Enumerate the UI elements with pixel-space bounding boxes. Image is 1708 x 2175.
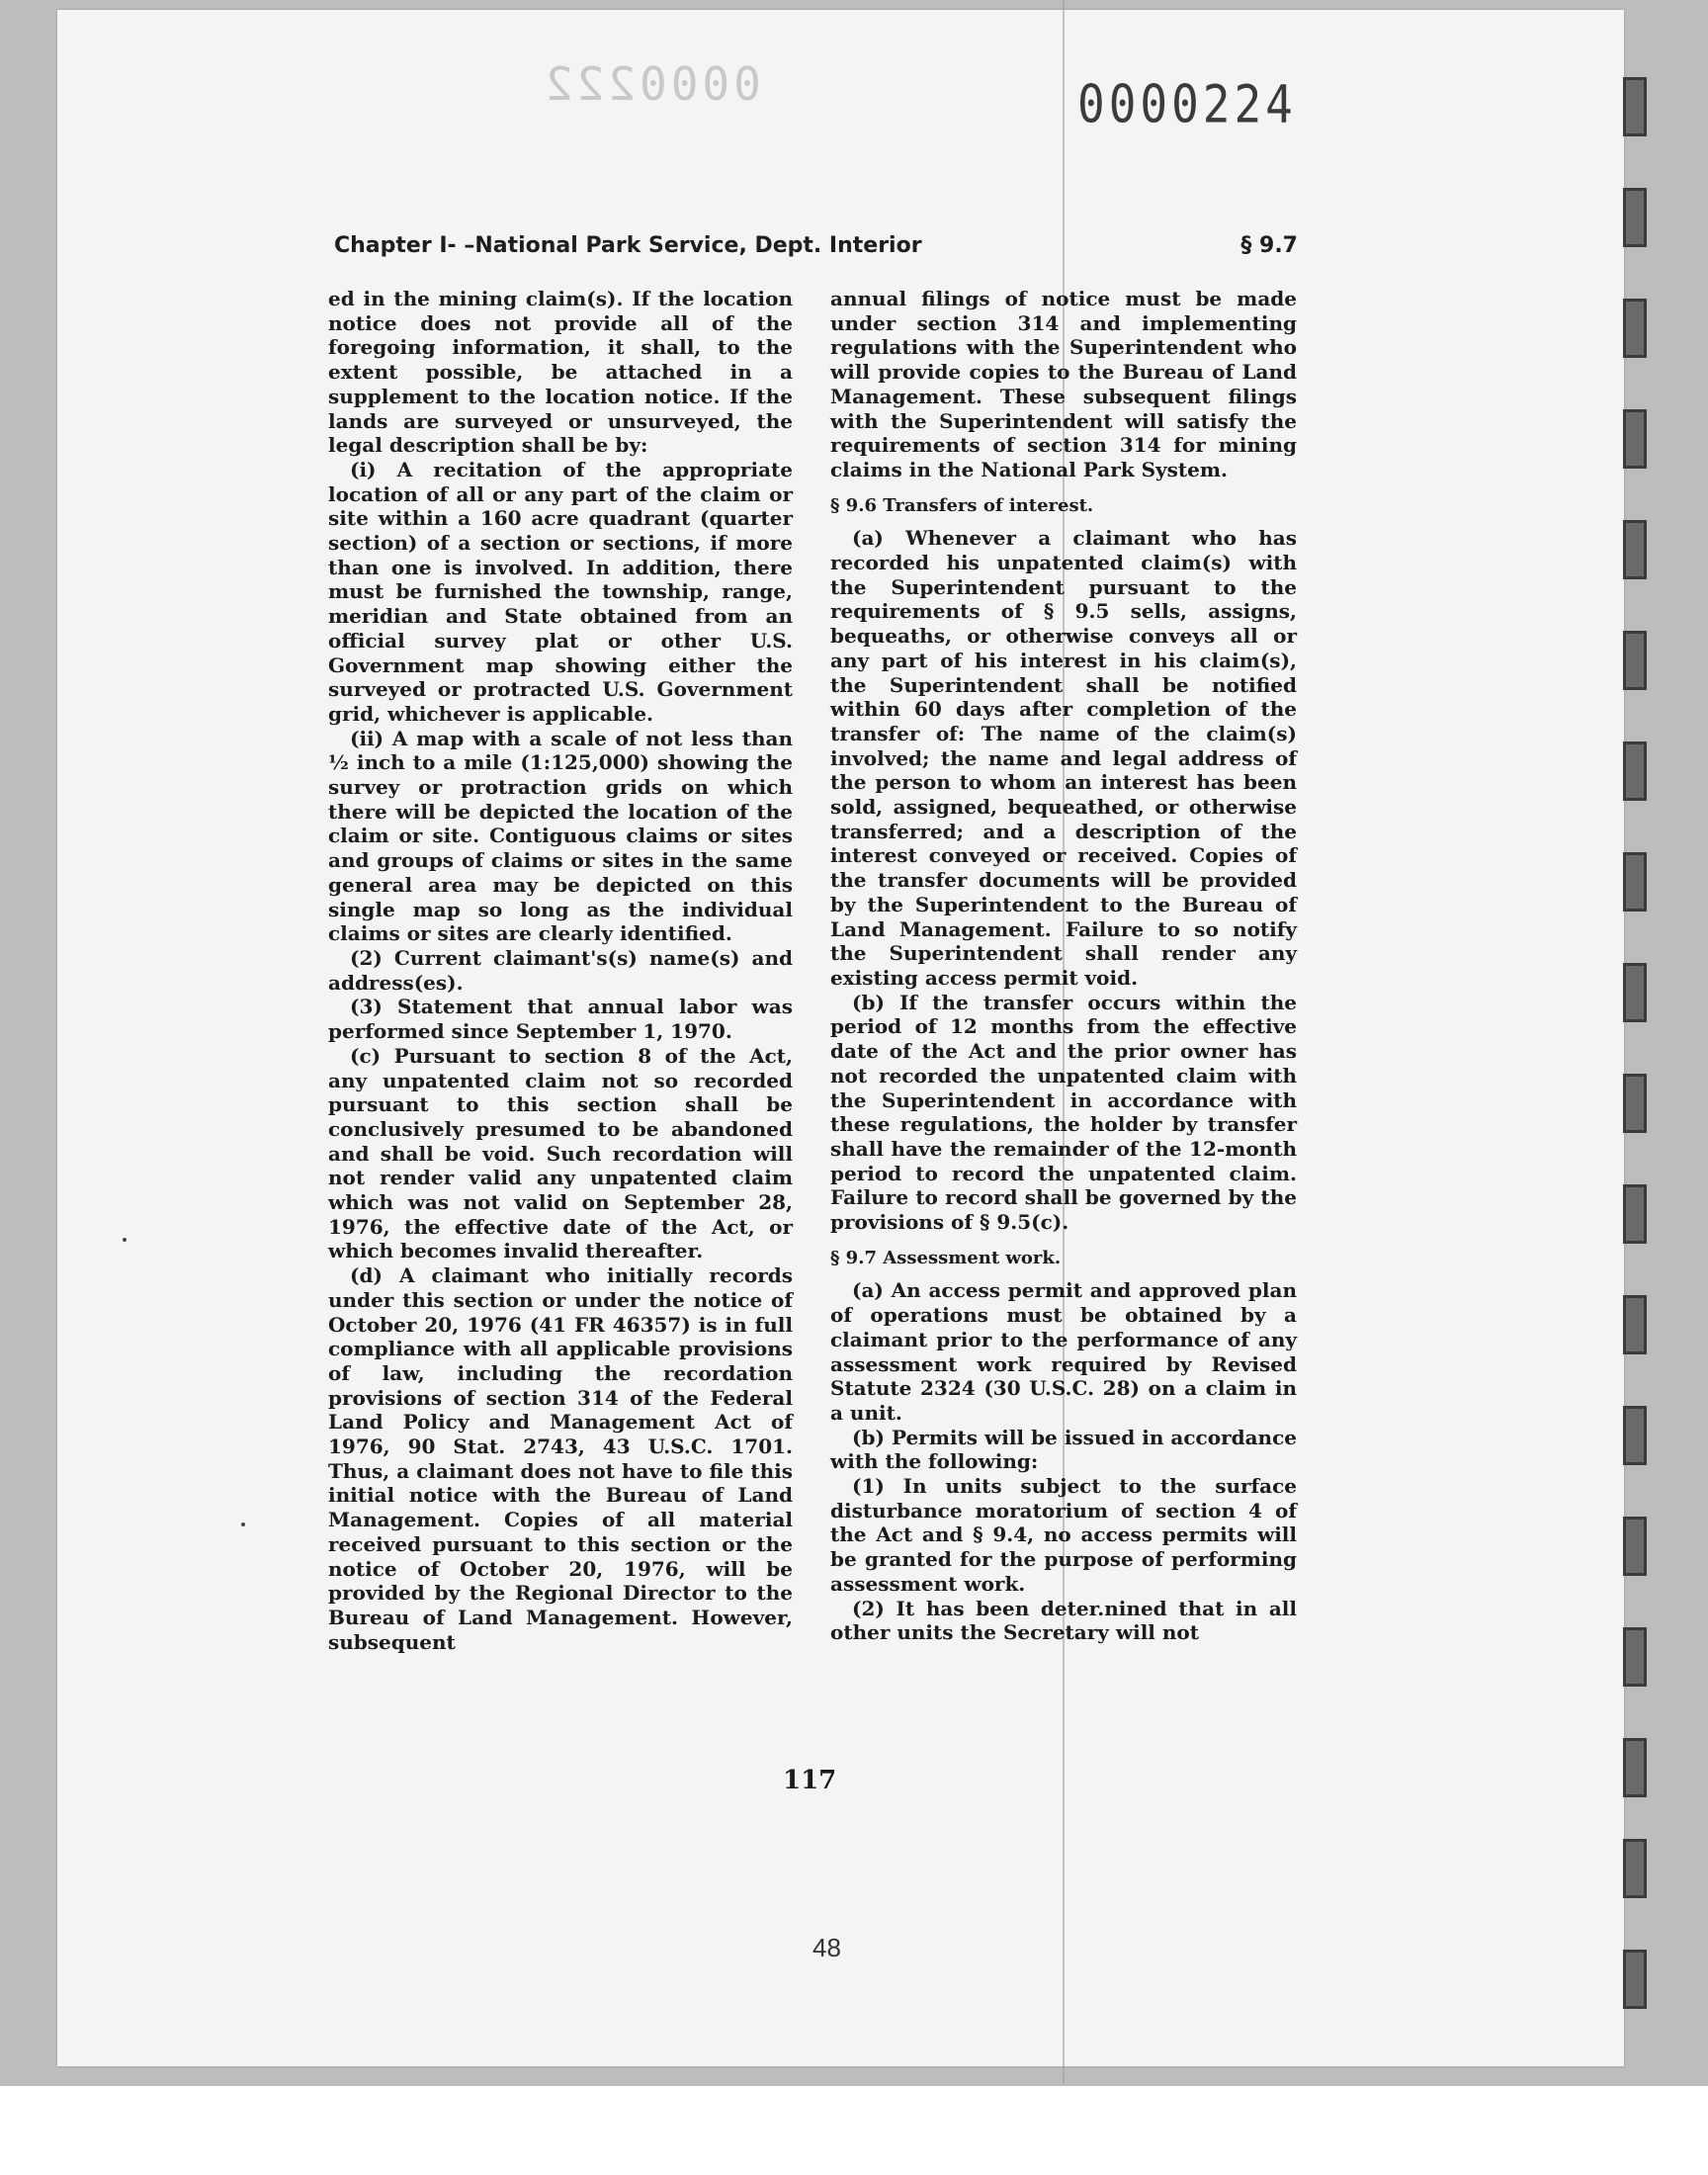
binder-hole [1623, 77, 1647, 136]
scanner-background [0, 2086, 1708, 2175]
right-column [830, 287, 1297, 1645]
paragraph: (2) Current claimant's(s) name(s) and address(es). [328, 945, 793, 995]
paragraph: (3) Statement that annual labor was performed since September 1, 1970. [328, 995, 793, 1044]
left-column [328, 287, 793, 1654]
binder-hole [1623, 1627, 1647, 1687]
binder-hole [1623, 963, 1647, 1022]
paragraph: (2) It has been deter.nined that in all other units the Secretary will not [830, 1596, 1297, 1645]
running-head-chapter: Chapter I- –National Park Service, Dept. Interior [334, 233, 922, 258]
section-title: Assessment work. [883, 1247, 1062, 1268]
binder-hole [1623, 1406, 1647, 1465]
scan-speck [123, 1238, 127, 1242]
scan-speck [241, 1522, 245, 1526]
paragraph: (a) An access permit and approved plan of operations must be obtained by a claimant prior to the performance of any assessment work required by Revised Statute 2324 (30 U.S.C. 28) on a claim in a unit. [830, 1278, 1297, 1425]
binder-hole [1623, 1950, 1647, 2009]
binder-hole [1623, 1295, 1647, 1354]
bleed-through-stamp: 0000222 [542, 57, 761, 111]
footer-number: 48 [812, 1933, 841, 1962]
binder-hole [1623, 852, 1647, 912]
binder-hole [1623, 741, 1647, 801]
paragraph: (b) If the transfer occurs within the period of 12 months from the effective date of the Act and the prior owner has not recorded the unpatented claim with the Superintendent in accordance with these regulations, the holder by transfer shall have the remainder of the 12-month period to record the unpatented claim. Failure to record shall be governed by the provisions of § 9.5(c). [830, 990, 1297, 1235]
paragraph: annual filings of notice must be made under section 314 and implementing regulations with the Superintendent who will provide copies to the Bureau of Land Management. These subsequent filings with the Superintendent will satisfy the requirements of section 314 for mining claims in the National Park System. [830, 287, 1297, 481]
section-number: § 9.6 [830, 494, 877, 516]
paragraph: (a) Whenever a claimant who has recorded his unpatented claim(s) with the Superintendent pursuant to the requirements of § 9.5 sells, assigns, bequeaths, or otherwise conveys all or any part of his interest in his claim(s), the Superintendent shall be notified within 60 days after completion of the transfer of: The name of the claim(s) involved; the name and legal address of the person to whom an interest has been sold, assigned, bequeathed, or otherwise transferred; and a description of the interest conveyed or received. Copies of the transfer documents will be provided by the Superintendent to the Bureau of Land Management. Failure to so notify the Superintendent shall render any existing access permit void. [830, 526, 1297, 990]
bates-stamp: 0000224 [1077, 72, 1297, 135]
binder-hole [1623, 631, 1647, 690]
binder-hole [1623, 188, 1647, 247]
paragraph: (ii) A map with a scale of not less than ½ inch to a mile (1:125,000) showing the survey or protraction grids on which there will be depicted the location of the claim or site. Contiguous claims or sites and groups of claims or sites in the same general area may be depicted on this single map so long as the individual claims or sites are clearly identified. [328, 726, 793, 946]
binder-hole [1623, 1184, 1647, 1244]
paragraph: (c) Pursuant to section 8 of the Act, any unpatented claim not so recorded pursuant to this section shall be conclusively presumed to be abandoned and shall be void. Such recordation will not render valid any unpatented claim which was not valid on September 28, 1976, the effective date of the Act, or which becomes invalid thereafter. [328, 1043, 793, 1263]
binder-hole [1623, 1517, 1647, 1576]
binder-hole [1623, 1839, 1647, 1898]
paragraph: (b) Permits will be issued in accordance with the following: [830, 1425, 1297, 1474]
paragraph: (1) In units subject to the surface disturbance moratorium of section 4 of the Act and § 9.4, no access permits will be granted for the purpose of performing assessment work. [830, 1474, 1297, 1596]
section-title: Transfers of interest. [883, 494, 1094, 516]
section-heading-9-7 [830, 1247, 1297, 1271]
section-heading-9-6 [830, 494, 1297, 519]
paragraph: ed in the mining claim(s). If the location notice does not provide all of the foregoing information, it shall, to the extent possible, be attached in a supplement to the location notice. If the lands are surveyed or unsurveyed, the legal description shall be by: [328, 287, 793, 458]
running-head [334, 233, 1298, 258]
page-number: 117 [783, 1766, 837, 1795]
section-number: § 9.7 [830, 1247, 877, 1268]
running-head-section: § 9.7 [1240, 233, 1298, 258]
paragraph: (d) A claimant who initially records under this section or under the notice of October 20, 1976 (41 FR 46357) is in full compliance with all applicable provisions of law, including the recordation provisions of section 314 of the Federal Land Policy and Management Act of 1976, 90 Stat. 2743, 43 U.S.C. 1701. Thus, a claimant does not have to file this initial notice with the Bureau of Land Management. Copies of all material received pursuant to this section or the notice of October 20, 1976, will be provided by the Regional Director to the Bureau of Land Management. However, subsequent [328, 1263, 793, 1654]
binder-hole [1623, 299, 1647, 358]
binder-hole [1623, 409, 1647, 469]
binder-hole [1623, 1738, 1647, 1797]
paragraph: (i) A recitation of the appropriate location of all or any part of the claim or site within a 160 acre quadrant (quarter section) of a section or sections, if more than one is involved. In addition, there must be furnished the township, range, meridian and State obtained from an official survey plat or other U.S. Government map showing either the surveyed or protracted U.S. Government grid, whichever is applicable. [328, 457, 793, 726]
binder-hole [1623, 1074, 1647, 1133]
binder-hole [1623, 520, 1647, 579]
